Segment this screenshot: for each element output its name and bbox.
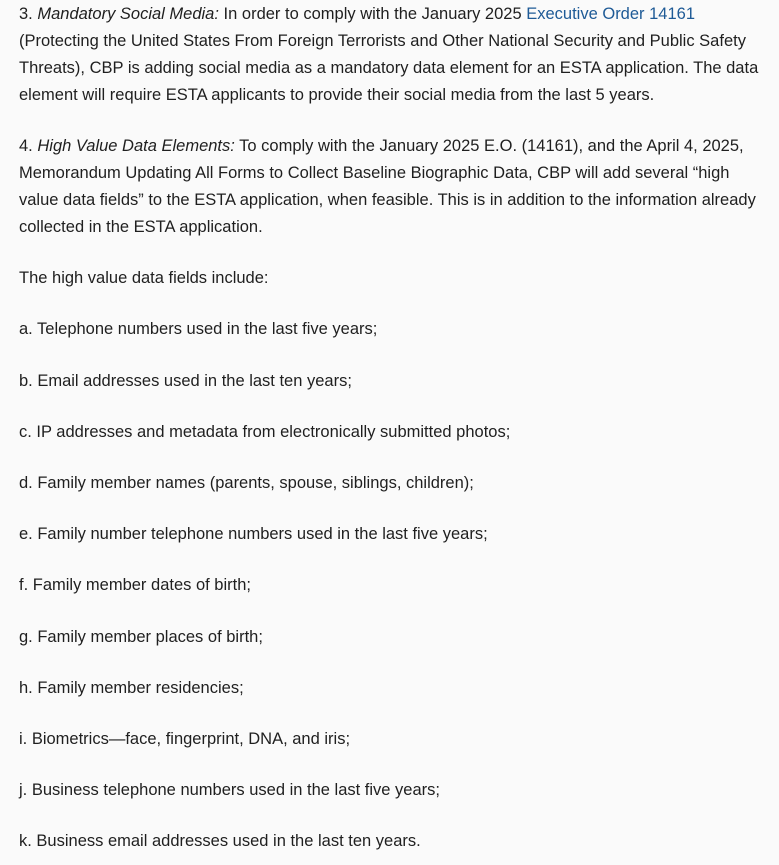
- list-item: h. Family member residencies;: [19, 679, 244, 697]
- list-intro: The high value data fields include:: [19, 269, 269, 287]
- section-3-text-after-link: (Protecting the United States From Foreign Terrorists and Other National Security and Public Safety Threats), CBP is adding social media as a mandatory data element for an ESTA application. The data element will require ESTA applicants to provide their social media from the last 5 years.: [19, 32, 759, 104]
- list-item: b. Email addresses used in the last ten years;: [19, 372, 352, 390]
- list-item: j. Business telephone numbers used in the last five years;: [19, 781, 440, 799]
- list-item: i. Biometrics—face, fingerprint, DNA, and iris;: [19, 730, 351, 748]
- section-3-title: Mandatory Social Media:: [37, 5, 219, 23]
- section-4-text: To comply with the January 2025 E.O. (14161), and the April 4, 2025, Memorandum Updating All Forms to Collect Baseline Biographic Data, CBP will add several “high value data fields” to the ESTA application, when feasible. This is in addition to the information already collected in the ESTA application.: [19, 137, 756, 236]
- list-item: d. Family member names (parents, spouse, siblings, children);: [19, 474, 474, 492]
- executive-order-link[interactable]: Executive Order 14161: [526, 5, 695, 23]
- list-item: c. IP addresses and metadata from electronically submitted photos;: [19, 423, 511, 441]
- section-4-number: 4.: [19, 137, 33, 155]
- section-3-paragraph: [19, 1, 761, 109]
- section-3-number: 3.: [19, 5, 33, 23]
- list-item: k. Business email addresses used in the last ten years.: [19, 832, 421, 850]
- list-item: f. Family member dates of birth;: [19, 576, 251, 594]
- list-item: a. Telephone numbers used in the last five years;: [19, 320, 378, 338]
- section-4-title: High Value Data Elements:: [37, 137, 235, 155]
- section-3-text-before-link: In order to comply with the January 2025: [223, 5, 522, 23]
- list-item: g. Family member places of birth;: [19, 628, 263, 646]
- list-item: e. Family number telephone numbers used in the last five years;: [19, 525, 488, 543]
- section-4-paragraph: [19, 133, 761, 241]
